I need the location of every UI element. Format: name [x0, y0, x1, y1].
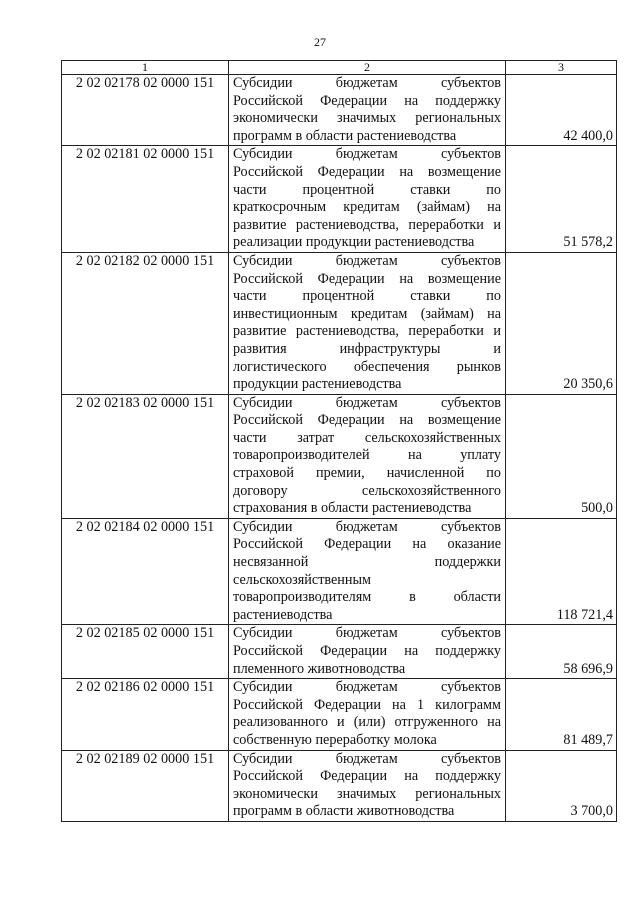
description-line: Субсидии бюджетам субъектов: [233, 518, 501, 535]
description-line: страхования в области растениеводства: [233, 500, 472, 517]
description-line: Российской Федерации на 1 килограмм: [233, 696, 501, 713]
table-header: [62, 61, 617, 75]
description-cell: [229, 625, 506, 679]
description-line: товаропроизводителей на уплату: [233, 447, 501, 464]
description-line: договору сельскохозяйственного: [233, 482, 501, 499]
table-body: [62, 75, 617, 822]
description-line: товаропроизводителям в области: [233, 589, 501, 606]
description-line: реализации продукции растениеводства: [233, 234, 475, 251]
table-row: [62, 146, 617, 253]
column-header-1: 1: [62, 61, 229, 75]
table-row: [62, 75, 617, 146]
table-row: [62, 518, 617, 625]
budget-code-cell: 2 02 02185 02 0000 151: [62, 625, 229, 679]
header-row: [62, 61, 617, 75]
description-line: Субсидии бюджетам субъектов: [233, 252, 501, 269]
description-line: реализованного и (или) отгруженного на: [233, 714, 501, 731]
table-row: [62, 394, 617, 518]
description-line: сельскохозяйственным: [233, 571, 372, 588]
table-row: [62, 750, 617, 821]
description-line: развития инфраструктуры и: [233, 340, 501, 357]
description-cell: [229, 75, 506, 146]
description-line: страховой премии, начисленной по: [233, 465, 501, 482]
description-line: Субсидии бюджетам субъектов: [233, 750, 501, 767]
budget-code-cell: 2 02 02181 02 0000 151: [62, 146, 229, 253]
description-line: части затрат сельскохозяйственных: [233, 429, 501, 446]
budget-code-cell: 2 02 02178 02 0000 151: [62, 75, 229, 146]
description-line: Российской Федерации на поддержку: [233, 643, 501, 659]
amount-cell: 51 578,2: [506, 146, 617, 253]
budget-code-cell: 2 02 02184 02 0000 151: [62, 518, 229, 625]
amount-cell: 42 400,0: [506, 75, 617, 146]
description-line: Российской Федерации на поддержку: [233, 92, 501, 109]
description-cell: [229, 750, 506, 821]
description-line: Российской Федерации на возмещение: [233, 412, 501, 429]
budget-code-cell: 2 02 02189 02 0000 151: [62, 750, 229, 821]
description-line: Российской Федерации на поддержку: [233, 768, 501, 785]
description-line: экономически значимых региональных: [233, 785, 501, 802]
description-line: экономически значимых региональных: [233, 110, 501, 127]
description-line: логистического обеспечения рынков: [233, 358, 501, 375]
description-line: инвестиционным кредитам (займам) на: [233, 305, 501, 322]
description-line: Российской Федерации на возмещение: [233, 163, 501, 180]
budget-code-cell: 2 02 02182 02 0000 151: [62, 252, 229, 394]
description-line: краткосрочным кредитам (займам) на: [233, 199, 501, 216]
column-header-2: 2: [229, 61, 506, 75]
description-line: части процентной ставки по: [233, 181, 501, 198]
description-line: части процентной ставки по: [233, 288, 501, 305]
table-row: [62, 679, 617, 750]
description-line: Субсидии бюджетам субъектов: [233, 679, 501, 696]
description-line: продукции растениеводства: [233, 376, 402, 393]
amount-cell: 3 700,0: [506, 750, 617, 821]
table-row: [62, 252, 617, 394]
description-cell: [229, 252, 506, 394]
description-line: собственную переработку молока: [233, 731, 437, 748]
description-line: Субсидии бюджетам субъектов: [233, 394, 501, 411]
page-number: 27: [314, 35, 326, 49]
column-header-3: 3: [506, 61, 617, 75]
description-line: племенного животноводства: [233, 660, 406, 677]
amount-cell: 58 696,9: [506, 625, 617, 679]
description-line: развитие растениеводства, переработки и: [233, 216, 501, 233]
budget-code-cell: 2 02 02183 02 0000 151: [62, 394, 229, 518]
budget-code-cell: 2 02 02186 02 0000 151: [62, 679, 229, 750]
amount-cell: 20 350,6: [506, 252, 617, 394]
table-row: [62, 625, 617, 679]
description-cell: [229, 518, 506, 625]
description-cell: [229, 394, 506, 518]
description-line: несвязанной поддержки: [233, 554, 501, 571]
amount-cell: 81 489,7: [506, 679, 617, 750]
description-line: программ в области растениеводства: [233, 127, 457, 144]
description-line: программ в области животноводства: [233, 803, 455, 820]
description-line: Российской Федерации на оказание: [233, 536, 501, 553]
description-cell: [229, 146, 506, 253]
budget-table: [61, 60, 617, 822]
amount-cell: 500,0: [506, 394, 617, 518]
description-cell: [229, 679, 506, 750]
description-line: Субсидии бюджетам субъектов: [233, 146, 501, 163]
amount-cell: 118 721,4: [506, 518, 617, 625]
description-line: растениеводства: [233, 606, 333, 623]
description-line: развитие растениеводства, переработки и: [233, 323, 501, 340]
description-line: Субсидии бюджетам субъектов: [233, 625, 501, 642]
description-line: Российской Федерации на возмещение: [233, 270, 501, 287]
description-line: Субсидии бюджетам субъектов: [233, 75, 501, 91]
